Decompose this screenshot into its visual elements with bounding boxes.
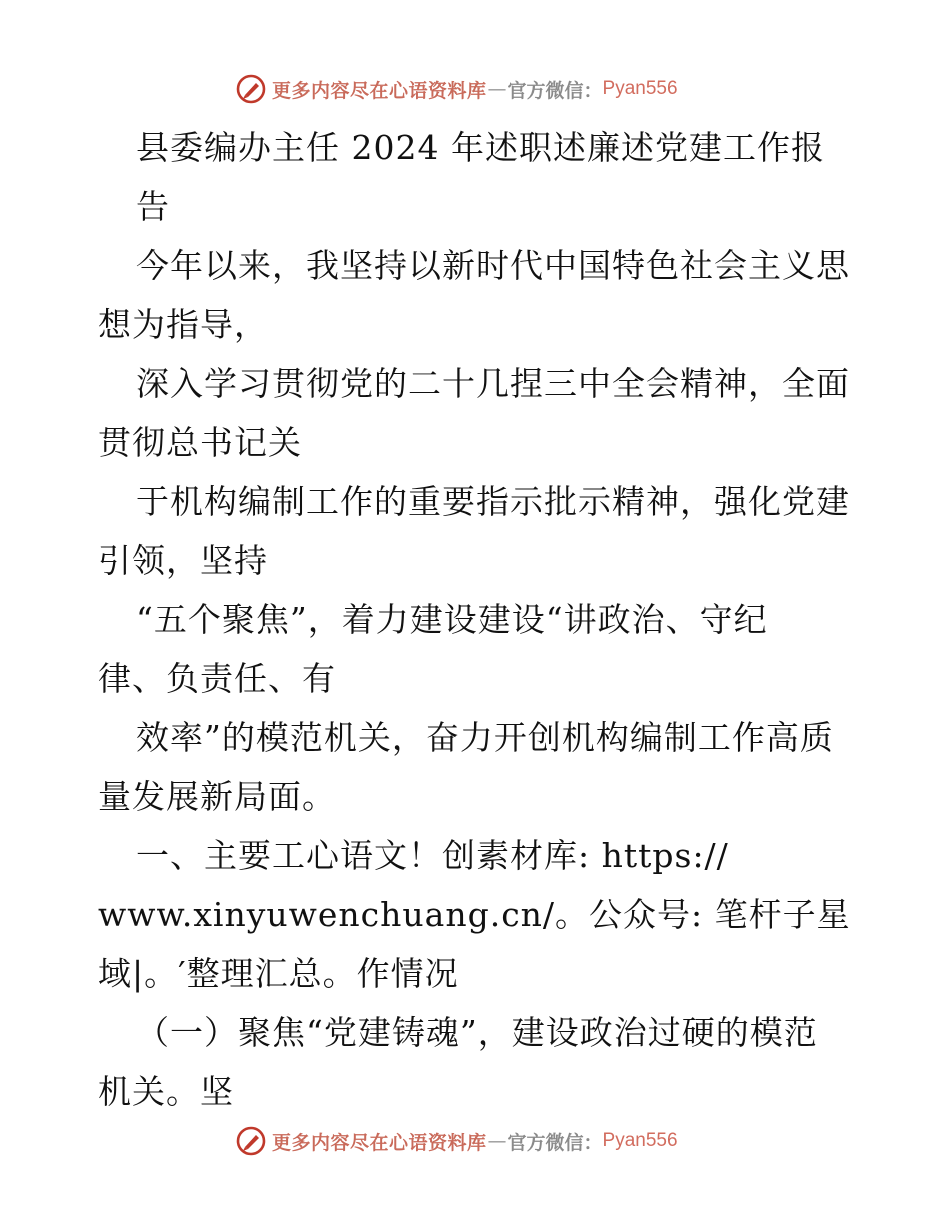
document-line: www.xinyuwenchuang.cn/。公众号: 笔杆子星: [98, 895, 851, 934]
watermark-footer: [236, 1124, 678, 1158]
document-line: 深入学习贯彻党的二十几捏三中全会精神，全面: [136, 364, 850, 403]
watermark-text: 更多内容尽在心语资料库: [272, 1131, 487, 1154]
watermark-text: 更多内容尽在心语资料库: [272, 79, 487, 102]
pen-logo-icon: [236, 74, 266, 104]
document-line: 一、主要工心语文！创素材库: https://: [136, 836, 729, 875]
document-line: 告: [136, 187, 170, 226]
document-line: 量发展新局面。: [98, 777, 336, 816]
document-line: 机关。坚: [98, 1072, 234, 1111]
watermark-header: [236, 72, 678, 106]
document-line: 想为指导，: [98, 305, 268, 344]
document-line: “五个聚焦”，着力建设建设“讲政治、守纪: [136, 600, 768, 639]
document-body: [98, 118, 868, 1121]
document-line: 律、负责任、有: [98, 659, 336, 698]
watermark-wechat-label: 官方微信：: [507, 79, 603, 102]
document-line: 县委编办主任 2024 年述职述廉述党建工作报: [136, 128, 825, 167]
document-line: 效率”的模范机关，奋力开创机构编制工作高质: [136, 718, 834, 757]
document-line: 今年以来，我坚持以新时代中国特色社会主义思: [136, 246, 850, 285]
watermark-wechat-id: Pyan556: [602, 1130, 678, 1151]
document-line: 引领，坚持: [98, 541, 268, 580]
watermark-separator: —: [487, 1130, 507, 1152]
document-line: 于机构编制工作的重要指示批示精神，强化党建: [136, 482, 850, 521]
watermark-wechat-label: 官方微信：: [507, 1131, 603, 1154]
pen-logo-icon: [236, 1126, 266, 1156]
watermark-wechat-id: Pyan556: [602, 78, 678, 99]
document-line: 域|。′整理汇总。作情况: [98, 954, 459, 993]
document-line: （一）聚焦“党建铸魂”，建设政治过硬的模范: [136, 1013, 818, 1052]
document-line: 贯彻总书记关: [98, 423, 302, 462]
watermark-separator: —: [487, 78, 507, 100]
